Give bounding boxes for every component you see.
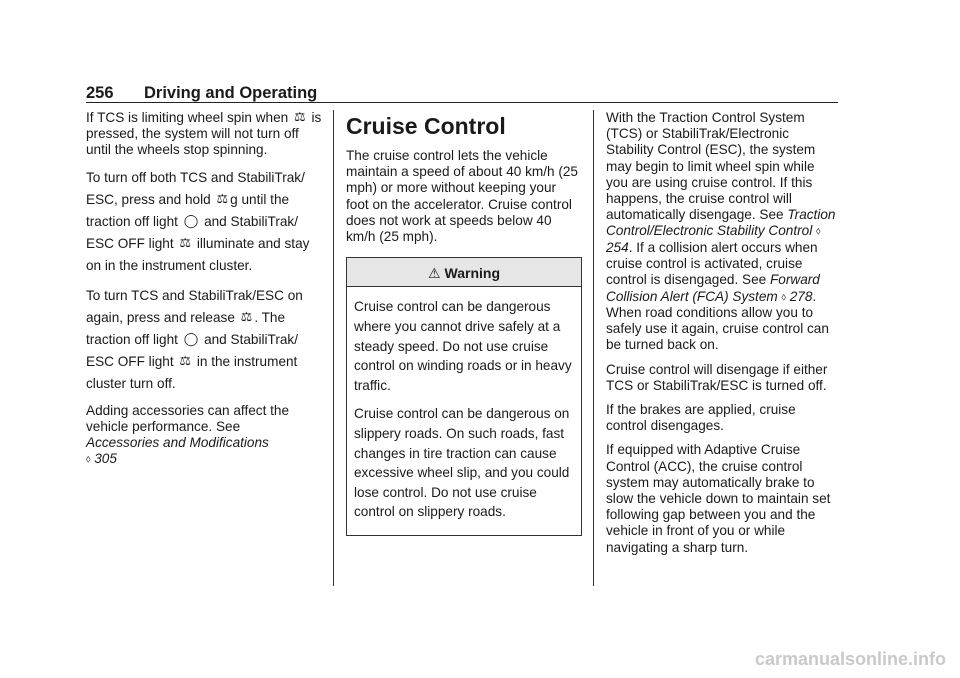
column-divider-1 — [333, 110, 334, 586]
traction-control-link[interactable]: Traction Control/Electronic Stability Control — [606, 207, 836, 239]
accessories-page[interactable]: 305 — [94, 451, 117, 467]
page-ref-icon: ◊ — [816, 226, 821, 237]
page-ref-icon: ◊ — [781, 291, 786, 302]
column-1 — [86, 110, 324, 476]
watermark: carmanualsonline.info — [754, 649, 946, 669]
column-2 — [346, 110, 582, 536]
paragraph-turn-on: To turn TCS and StabiliTrak/ESC on again, press and release ⚖ . The traction off light ◯ and StabiliTrak/ ESC OFF light ⚖ in the instrument cluster turn off. — [86, 287, 303, 391]
paragraph-accessories: Adding accessories can affect the vehicle performance. See Accessories and Modifications ◊ 305 — [86, 402, 290, 467]
fca-page[interactable]: 278 — [789, 288, 813, 304]
stabilitrak-off-light-icon: ⚖ — [179, 234, 192, 250]
section-title: Driving and Operating — [144, 84, 318, 102]
warning-header — [347, 258, 581, 287]
page-header — [86, 84, 317, 103]
warning-paragraph-1: Cruise control can be dangerous where you cannot drive safely at a steady speed. Do not use cruise control on winding roads or in heavy traffic. — [354, 299, 572, 393]
paragraph-disengage-tcs: Cruise control will disengage if either TCS or StabiliTrak/ESC is turned off. — [606, 361, 828, 393]
stabilitrak-off-light-icon: ⚖ — [179, 352, 192, 368]
warning-paragraph-2: Cruise control can be dangerous on slippery roads. On such roads, fast changes in tire traction can cause excessive wheel slip, and you could lose control. Do not use cruise control on slippery roads. — [354, 406, 570, 520]
traction-control-page[interactable]: 254 — [606, 239, 629, 255]
column-divider-2 — [593, 110, 594, 586]
fca-link[interactable]: Forward Collision Alert (FCA) System — [606, 272, 820, 304]
esc-off-icon: ⚖ — [294, 109, 306, 124]
traction-off-light-icon: ◯ — [183, 212, 199, 228]
traction-off-light-icon: ◯ — [183, 330, 199, 346]
warning-icon: ⚠ — [427, 265, 441, 282]
column-3 — [606, 110, 840, 564]
paragraph-acc: If equipped with Adaptive Cruise Control (ACC), the cruise control system may automatically brake to slow the vehicle down to maintain set following gap between you and the vehicle in front of you or while navigating a sharp turn. — [606, 442, 831, 555]
header-rule — [86, 102, 838, 103]
paragraph-brakes: If the brakes are applied, cruise control disengages. — [606, 402, 796, 434]
page-ref-icon: ◊ — [86, 454, 91, 465]
warning-box — [346, 257, 582, 536]
accessories-link[interactable]: Accessories and Modifications — [86, 435, 269, 451]
warning-label: Warning — [444, 265, 501, 282]
esc-off-icon: ⚖ — [240, 308, 253, 324]
page-number: 256 — [86, 84, 114, 102]
paragraph-tcs-limiting: If TCS is limiting wheel spin when ⚖ is pressed, the system will not turn off until the wheels stop spinning. — [86, 109, 322, 158]
cruise-control-heading: Cruise Control — [346, 113, 506, 139]
paragraph-tcs-cruise: With the Traction Control System (TCS) or StabiliTrak/Electronic Stability Control (ESC), the system may begin to limit wheel spin while you are using cruise control. If this happens, the cruise control will automatically disengage. See Traction Control/Electronic Stability Control ◊ 254. If a collision alert occurs when cruise control is activated, cruise control is disengaged. See Forward Collision Alert (FCA) System ◊ 278. When road conditions allow you to safely use it again, cruise control can be turned back on. — [606, 110, 836, 353]
paragraph-turn-off: To turn off both TCS and StabiliTrak/ ESC, press and hold ⚖ g until the traction off light ◯ and StabiliTrak/ ESC OFF light ⚖ illuminate and stay on in the instrument cluster. — [86, 169, 310, 273]
esc-off-icon: ⚖ — [216, 190, 229, 206]
warning-body — [347, 287, 581, 535]
cruise-intro: The cruise control lets the vehicle maintain a speed of about 40 km/h (25 mph) or more without keeping your foot on the accelerator. Cruise control does not work at speeds below 40 km/h (25 mph). — [346, 148, 578, 245]
